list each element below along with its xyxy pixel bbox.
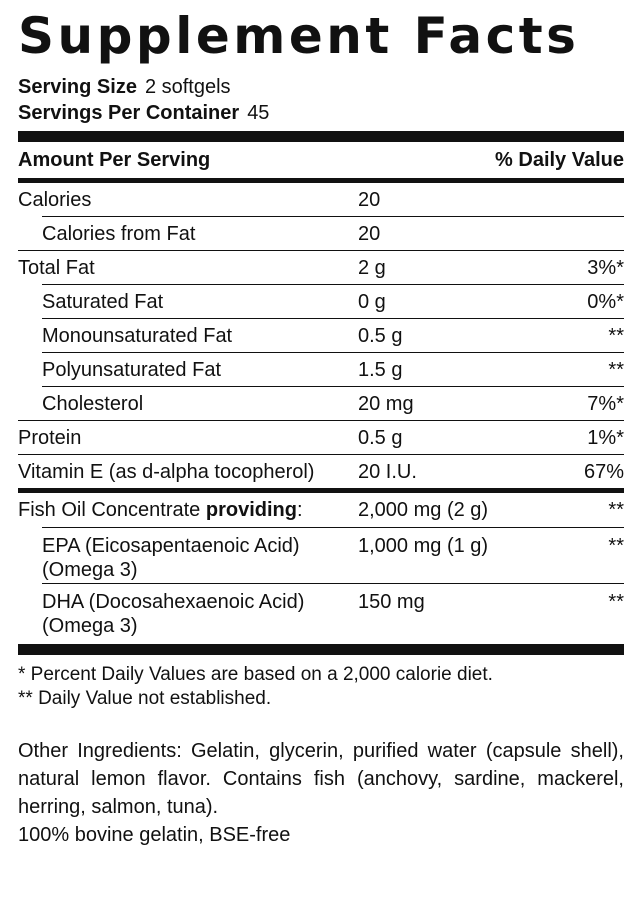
nutrient-dv: ** (608, 535, 624, 557)
nutrient-dv: 0%* (587, 290, 624, 313)
dha-name-line2: (Omega 3) (42, 615, 138, 637)
nutrient-name: Polyunsaturated Fat (42, 358, 221, 381)
nutrient-row-epa (18, 528, 624, 583)
fish-oil-colon: : (296, 499, 303, 521)
nutrient-dv: 67% (583, 460, 624, 483)
nutrient-dv: ** (608, 324, 624, 347)
nutrient-dv: ** (608, 499, 624, 521)
nutrient-name: Calories from Fat (42, 222, 196, 245)
nutrient-amount: 20 I.U. (358, 460, 417, 483)
nutrient-row-total-fat (18, 251, 624, 284)
nutrient-amount: 20 (358, 222, 381, 245)
fish-oil-name: Fish Oil Concentrate (18, 499, 206, 521)
nutrient-name: Total Fat (18, 256, 95, 279)
nutrient-amount: 0 g (358, 290, 386, 313)
serving-size (18, 74, 624, 100)
nutrient-row-polyunsaturated-fat (18, 353, 624, 386)
nutrient-name (18, 590, 358, 638)
thick-divider (18, 644, 624, 655)
nutrient-dv: ** (608, 591, 624, 613)
nutrient-name (18, 498, 358, 522)
footnote-daily-values: * Percent Daily Values are based on a 2,000 calorie diet. (18, 664, 493, 685)
nutrient-amount: 1.5 g (358, 358, 403, 381)
nutrient-name: Saturated Fat (42, 290, 164, 313)
footnotes (18, 663, 624, 711)
nutrient-amount: 0.5 g (358, 426, 403, 449)
epa-name-line2: (Omega 3) (42, 559, 138, 581)
serving-size-value: 2 softgels (144, 76, 231, 98)
servings-per-container-label: Servings Per Container (18, 102, 240, 124)
nutrient-dv: 1%* (587, 426, 624, 449)
nutrient-amount: 2,000 mg (2 g) (358, 499, 489, 521)
other-ingredients (18, 737, 624, 849)
nutrient-dv: 3%* (587, 256, 624, 279)
nutrient-name (18, 534, 358, 582)
serving-size-label: Serving Size (18, 76, 137, 98)
nutrient-row-protein (18, 421, 624, 454)
amount-per-serving-header: Amount Per Serving (18, 148, 211, 171)
dha-name-line1: DHA (Docosahexaenoic Acid) (42, 591, 305, 613)
nutrient-dv: ** (608, 358, 624, 381)
nutrient-name: Cholesterol (42, 392, 144, 415)
supplement-facts-label (0, 8, 640, 909)
nutrient-row-vitamin-e (18, 455, 624, 488)
fish-oil-providing: providing (205, 499, 297, 521)
nutrient-row-calories (18, 183, 624, 216)
nutrient-row-fish-oil (18, 493, 624, 527)
table-header (18, 142, 624, 178)
nutrient-row-monounsaturated-fat (18, 319, 624, 352)
nutrient-name: Calories (18, 188, 92, 211)
label-title: Supplement Facts (18, 7, 580, 65)
nutrient-name: Monounsaturated Fat (42, 324, 233, 347)
nutrient-amount: 1,000 mg (1 g) (358, 535, 489, 557)
nutrient-dv: 7%* (587, 392, 624, 415)
gelatin-note: 100% bovine gelatin, BSE-free (18, 824, 291, 846)
footnote-not-established: ** Daily Value not established. (18, 688, 272, 709)
nutrient-amount: 0.5 g (358, 324, 403, 347)
nutrient-amount: 20 mg (358, 392, 414, 415)
nutrient-row-calories-from-fat (18, 217, 624, 250)
servings-per-container-value: 45 (247, 102, 270, 124)
nutrient-amount: 20 (358, 188, 381, 211)
nutrient-name: Vitamin E (as d-alpha tocopherol) (18, 460, 315, 483)
thick-divider (18, 131, 624, 142)
other-ingredients-text: Other Ingredients: Gelatin, glycerin, purified water (capsule shell), natural lemon flavor. Contains fish (anchovy, sardine, mackerel, herring, salmon, tuna). (18, 740, 624, 818)
nutrient-name: Protein (18, 426, 82, 449)
epa-name-line1: EPA (Eicosapentaenoic Acid) (42, 535, 300, 557)
servings-per-container (18, 100, 624, 126)
nutrient-row-saturated-fat (18, 285, 624, 318)
nutrient-amount: 2 g (358, 256, 386, 279)
nutrient-amount: 150 mg (358, 591, 425, 613)
daily-value-header: % Daily Value (495, 148, 624, 171)
nutrient-row-dha (18, 584, 624, 642)
nutrient-row-cholesterol (18, 387, 624, 420)
